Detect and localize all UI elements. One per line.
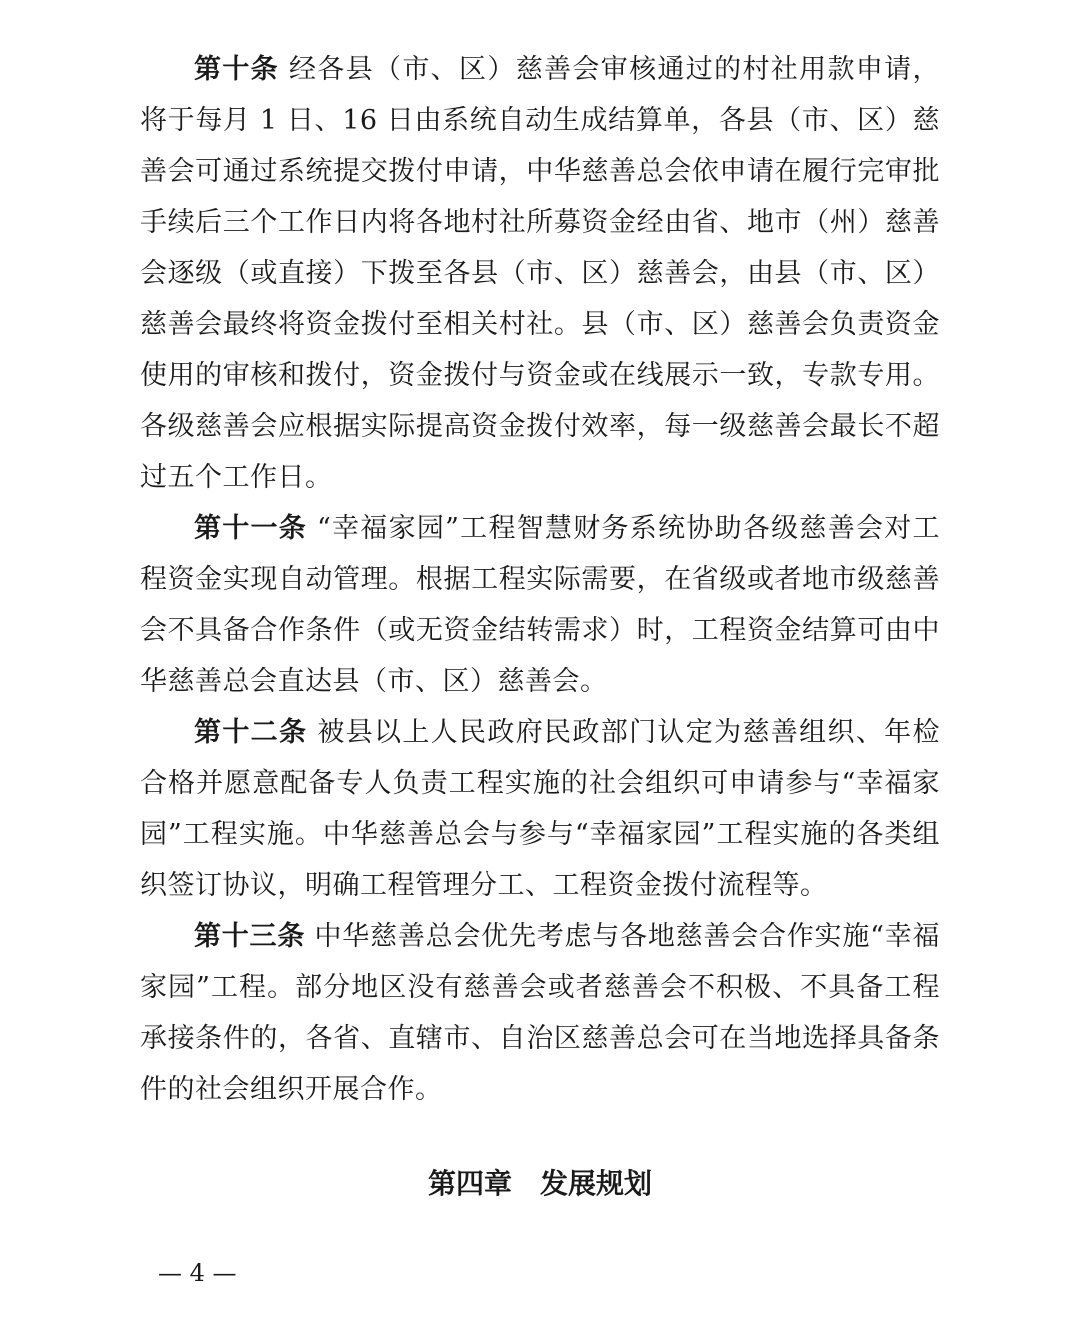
article-body: 被县以上人民政府民政部门认定为慈善组织、年检合格并愿意配备专人负责工程实施的社会组织可申请参与“幸福家园”工程实施。中华慈善总会与参与“幸福家园”工程实施的各类组织签订协议，明确工程管理分工、工程资金拨付流程等。 — [140, 717, 941, 901]
article-body: 经各县（市、区）慈善会审核通过的村社用款申请，将于每月 1 日、16 日由系统自动生成结算单，各县（市、区）慈善会可通过系统提交拨付申请，中华慈善总会依申请在履行完审批手续后三个工作日内将各地村社所募资金经由省、地市（州）慈善会逐级（或直接）下拨至各县（市、区）慈善会，由县（市、区）慈善会最终将资金拨付至相关村社。县（市、区）慈善会负责资金使用的审核和拨付，资金拨付与资金或在线展示一致，专款专用。各级慈善会应根据实际提高资金拨付效率，每一级慈善会最长不超过五个工作日。 — [140, 54, 941, 493]
article-body: “幸福家园”工程智慧财务系统协助各级慈善会对工程资金实现自动管理。根据工程实际需要，在省级或者地市级慈善会不具备合作条件（或无资金结转需求）时，工程资金结算可由中华慈善总会直达县（市、区）慈善会。 — [140, 513, 941, 697]
article-title: 第十三条 — [194, 921, 306, 952]
article-12 — [140, 707, 940, 911]
article-11 — [140, 503, 940, 707]
page-number: — 4 — — [158, 1259, 237, 1287]
article-13 — [140, 911, 940, 1115]
article-title: 第十条 — [194, 54, 280, 85]
article-title: 第十一条 — [194, 513, 308, 544]
article-10 — [140, 44, 940, 503]
article-list — [140, 44, 940, 1115]
chapter-heading: 第四章 发展规划 — [427, 1167, 652, 1200]
article-body: 中华慈善总会优先考虑与各地慈善会合作实施“幸福家园”工程。部分地区没有慈善会或者慈善会不积极、不具备工程承接条件的，各省、直辖市、自治区慈善总会可在当地选择具备条件的社会组织开展合作。 — [140, 921, 940, 1105]
article-title: 第十二条 — [194, 717, 308, 748]
